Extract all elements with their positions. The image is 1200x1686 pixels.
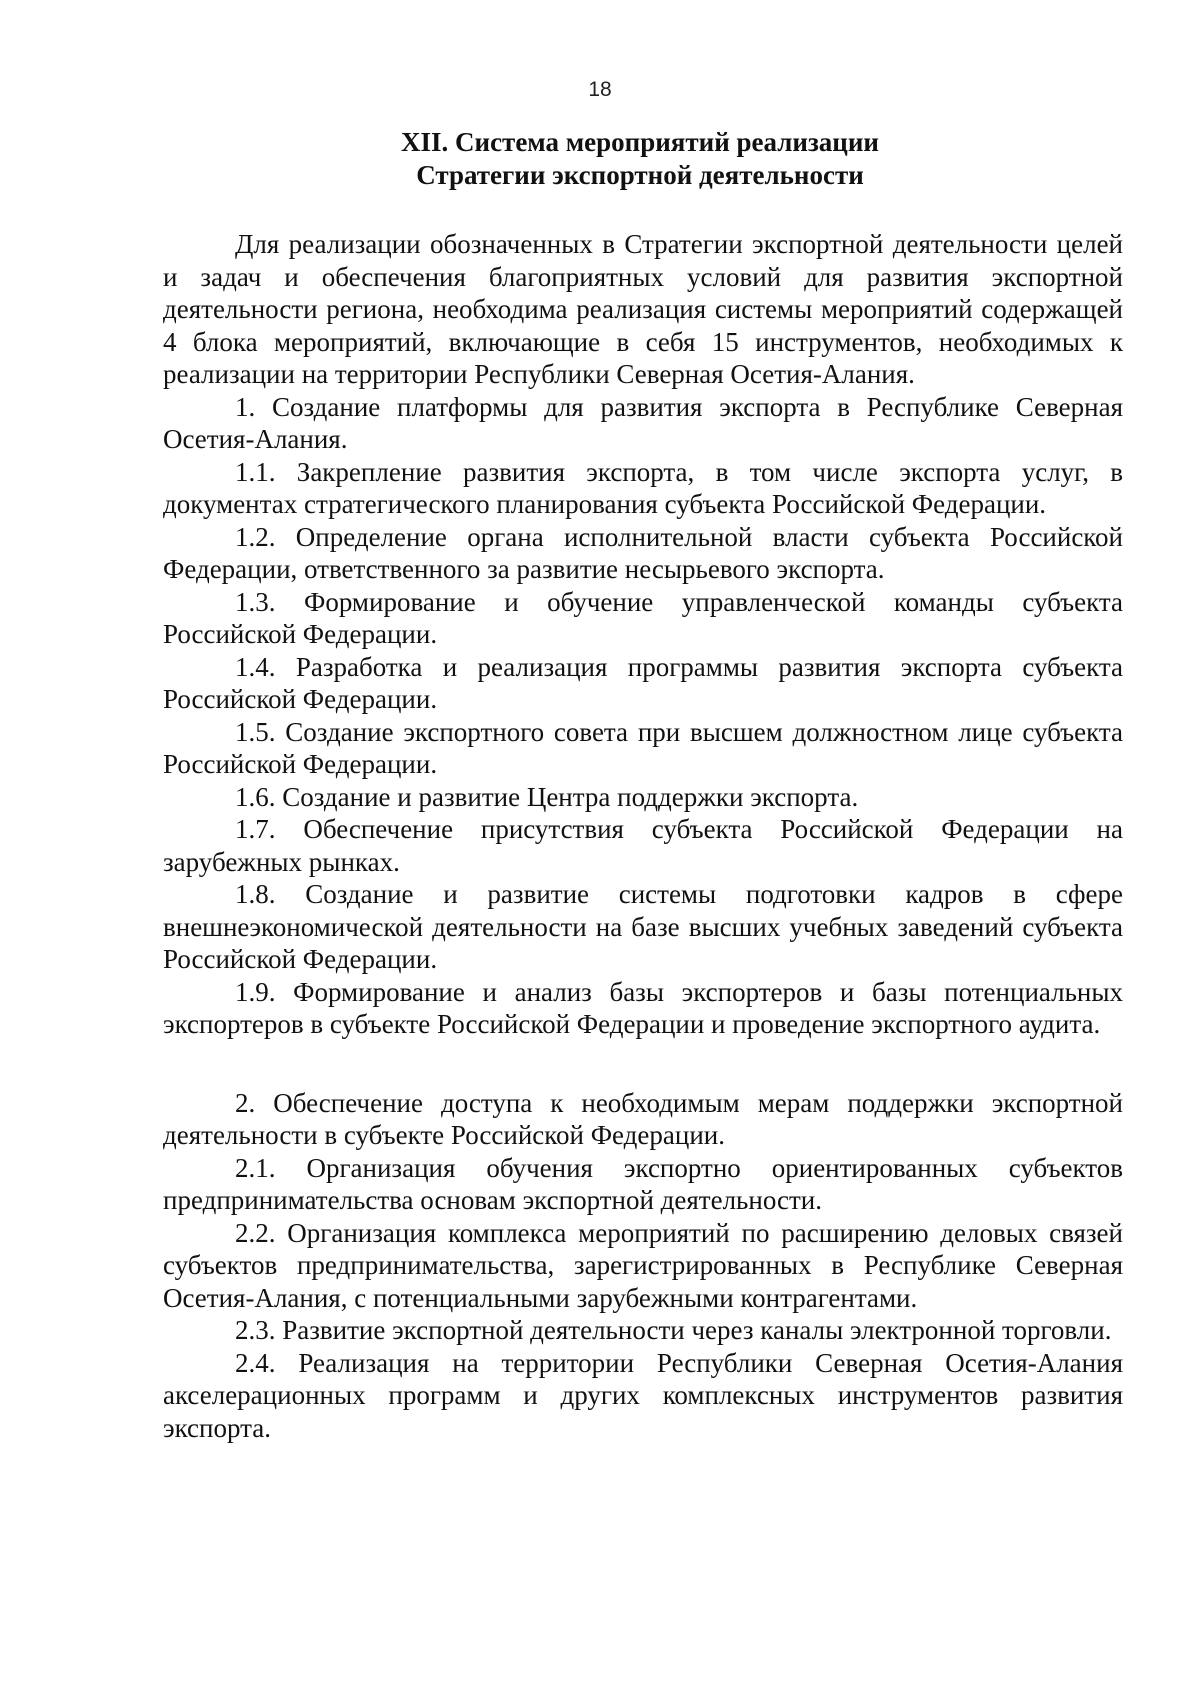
list-item: 1.4. Разработка и реализация программы развития экспорта субъекта Российской Федерации. <box>163 651 1123 714</box>
list-item: 2.2. Организация комплекса мероприятий по расширению деловых связей субъектов предпринимательства, зарегистрированных в Республике Северная Осетия-Алания, с потенциальными зарубежными контрагентами. <box>163 1217 1123 1313</box>
list-item: 1.1. Закрепление развития экспорта, в том числе экспорта услуг, в документах стратегического планирования субъекта Российской Федерации. <box>163 456 1123 519</box>
document-body <box>163 228 1123 1444</box>
intro-paragraph: Для реализации обозначенных в Стратегии экспортной деятельности целей и задач и обеспечения благоприятных условий для развития экспортной деятельности региона, необходима реализация системы мероприятий содержащей 4 блока мероприятий, включающие в себя 15 инструментов, необходимых к реализации на территории Республики Северная Осетия-Алания. <box>163 229 1123 389</box>
list-item: 1.6. Создание и развитие Центра поддержки экспорта. <box>235 781 859 812</box>
section-heading-line-1: XII. Система мероприятий реализации <box>401 127 879 157</box>
list-item: 1.3. Формирование и обучение управленческой команды субъекта Российской Федерации. <box>163 586 1123 649</box>
list-item: 2.4. Реализация на территории Республики Северная Осетия-Алания акселерационных программ и других комплексных инструментов развития экспорта. <box>163 1347 1123 1443</box>
list-item: 1.7. Обеспечение присутствия субъекта Российской Федерации на зарубежных рынках. <box>163 814 1123 877</box>
block-1-heading: 1. Создание платформы для развития экспорта в Республике Северная Осетия-Алания. <box>163 391 1123 454</box>
block-2-heading: 2. Обеспечение доступа к необходимым мерам поддержки экспортной деятельности в субъекте Российской Федерации. <box>163 1087 1123 1150</box>
section-heading-line-2: Стратегии экспортной деятельности <box>416 160 864 190</box>
page-number: 18 <box>588 78 612 101</box>
list-item: 2.3. Развитие экспортной деятельности через каналы электронной торговли. <box>235 1315 1112 1345</box>
list-item: 1.5. Создание экспортного совета при высшем должностном лице субъекта Российской Федерации. <box>163 716 1123 779</box>
list-item: 1.8. Создание и развитие системы подготовки кадров в сфере внешнеэкономической деятельности на базе высших учебных заведений субъекта Российской Федерации. <box>163 879 1123 974</box>
section-heading <box>160 126 1120 192</box>
list-item: 1.2. Определение органа исполнительной власти субъекта Российской Федерации, ответственного за развитие несырьевого экспорта. <box>163 521 1123 584</box>
list-item: 1.9. Формирование и анализ базы экспортеров и базы потенциальных экспортеров в субъекте Российской Федерации и проведение экспортного аудита. <box>163 976 1123 1039</box>
list-item: 2.1. Организация обучения экспортно ориентированных субъектов предпринимательства основам экспортной деятельности. <box>163 1152 1123 1215</box>
